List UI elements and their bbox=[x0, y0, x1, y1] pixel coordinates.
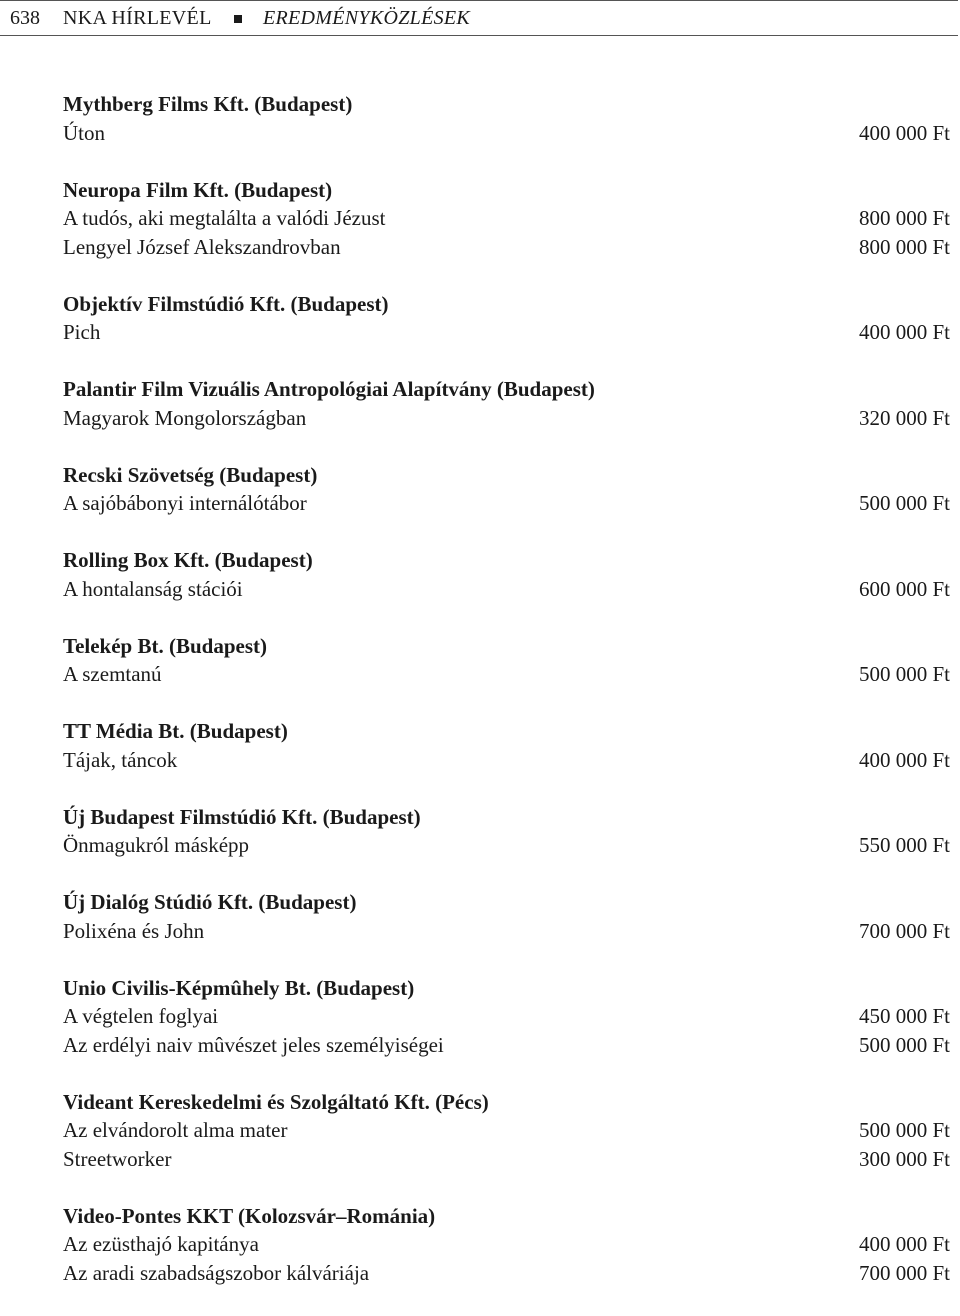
grant-item bbox=[63, 204, 950, 233]
grant-item bbox=[63, 1145, 950, 1174]
grant-item bbox=[63, 1116, 950, 1145]
grant-item bbox=[63, 1259, 950, 1288]
grant-item bbox=[63, 119, 950, 148]
grant-amount: 400 000 Ft bbox=[858, 1232, 950, 1256]
organization-name: Telekép Bt. (Budapest) bbox=[63, 633, 268, 658]
project-title: Tájak, táncok bbox=[63, 747, 178, 772]
grant-item bbox=[63, 489, 950, 518]
grant-group bbox=[63, 461, 950, 518]
organization-name: TT Média Bt. (Budapest) bbox=[63, 719, 288, 743]
grant-group bbox=[63, 888, 950, 945]
project-title: Magyarok Mongolországban bbox=[63, 405, 307, 430]
grant-amount: 550 000 Ft bbox=[858, 833, 950, 857]
grant-amount: 400 000 Ft bbox=[858, 320, 950, 344]
grant-amount: 500 000 Ft bbox=[858, 662, 950, 686]
project-title: Az elvándorolt alma mater bbox=[63, 1118, 288, 1142]
organization-name: Video-Pontes KKT (Kolozsvár–Románia) bbox=[63, 1203, 436, 1228]
publication-title: NKA HÍRLEVÉL bbox=[63, 7, 212, 29]
grant-amount: 500 000 Ft bbox=[858, 491, 950, 515]
organization-name: Unio Civilis-Képmûhely Bt. (Budapest) bbox=[63, 975, 415, 1000]
grant-group bbox=[63, 974, 950, 1060]
page-header bbox=[0, 0, 958, 36]
project-title: Úton bbox=[63, 120, 105, 145]
organization-name: Mythberg Films Kft. (Budapest) bbox=[63, 92, 353, 116]
grant-item bbox=[63, 575, 950, 604]
grant-amount: 600 000 Ft bbox=[858, 576, 950, 601]
project-title: Önmagukról másképp bbox=[63, 833, 250, 857]
project-title: Az aradi szabadságszobor kálváriája bbox=[63, 1260, 370, 1285]
grant-item bbox=[63, 1230, 950, 1259]
organization-name: Recski Szövetség (Budapest) bbox=[63, 462, 318, 487]
grant-group bbox=[63, 375, 950, 432]
grant-item bbox=[63, 1002, 950, 1031]
grant-amount: 300 000 Ft bbox=[858, 1146, 950, 1171]
grant-group bbox=[63, 803, 950, 860]
project-title: Az erdélyi naiv mûvészet jeles személyiségei bbox=[63, 1032, 444, 1057]
grant-amount: 500 000 Ft bbox=[858, 1118, 950, 1142]
grant-item bbox=[63, 660, 950, 689]
organization-name: Új Budapest Filmstúdió Kft. (Budapest) bbox=[63, 804, 421, 829]
project-title: Polixéna és John bbox=[63, 918, 205, 943]
page-number: 638 bbox=[10, 7, 40, 29]
project-title: Streetworker bbox=[63, 1146, 172, 1171]
organization-name: Palantir Film Vizuális Antropológiai Alapítvány (Budapest) bbox=[63, 377, 595, 401]
grant-item bbox=[63, 404, 950, 433]
grant-item bbox=[63, 1031, 950, 1060]
project-title: A szemtanú bbox=[63, 662, 162, 686]
project-title: A tudós, aki megtalálta a valódi Jézust bbox=[63, 206, 386, 230]
project-title: Az ezüsthajó kapitánya bbox=[63, 1232, 259, 1256]
grant-item bbox=[63, 917, 950, 946]
grant-amount: 320 000 Ft bbox=[858, 405, 950, 430]
grant-amount: 700 000 Ft bbox=[858, 918, 950, 943]
grant-amount: 450 000 Ft bbox=[858, 1004, 950, 1028]
grant-item bbox=[63, 831, 950, 860]
results-list bbox=[63, 90, 950, 1316]
organization-name: Rolling Box Kft. (Budapest) bbox=[63, 548, 313, 572]
grant-group bbox=[63, 1088, 950, 1174]
separator-square-icon bbox=[234, 15, 242, 23]
grant-item bbox=[63, 318, 950, 347]
grant-amount: 800 000 Ft bbox=[858, 206, 950, 230]
grant-group bbox=[63, 90, 950, 147]
grant-group bbox=[63, 546, 950, 603]
grant-amount: 800 000 Ft bbox=[858, 234, 950, 259]
project-title: Lengyel József Alekszandrovban bbox=[63, 234, 341, 259]
organization-name: Új Dialóg Stúdió Kft. (Budapest) bbox=[63, 890, 357, 914]
grant-group bbox=[63, 290, 950, 347]
grant-item bbox=[63, 233, 950, 262]
grant-group bbox=[63, 1202, 950, 1288]
grant-group bbox=[63, 176, 950, 262]
organization-name: Objektív Filmstúdió Kft. (Budapest) bbox=[63, 291, 389, 316]
grant-amount: 400 000 Ft bbox=[858, 120, 950, 145]
project-title: Pich bbox=[63, 320, 101, 344]
organization-name: Neuropa Film Kft. (Budapest) bbox=[63, 177, 333, 202]
project-title: A sajóbábonyi internálótábor bbox=[63, 491, 307, 515]
project-title: A hontalanság stációi bbox=[63, 576, 243, 601]
grant-amount: 500 000 Ft bbox=[858, 1032, 950, 1057]
grant-item bbox=[63, 746, 950, 775]
project-title: A végtelen foglyai bbox=[63, 1004, 219, 1028]
grant-group bbox=[63, 632, 950, 689]
section-title: EREDMÉNYKÖZLÉSEK bbox=[263, 7, 471, 29]
grant-group bbox=[63, 717, 950, 774]
grant-amount: 400 000 Ft bbox=[858, 747, 950, 772]
organization-name: Videant Kereskedelmi és Szolgáltató Kft. (Pécs) bbox=[63, 1089, 489, 1114]
grant-amount: 700 000 Ft bbox=[858, 1260, 950, 1285]
